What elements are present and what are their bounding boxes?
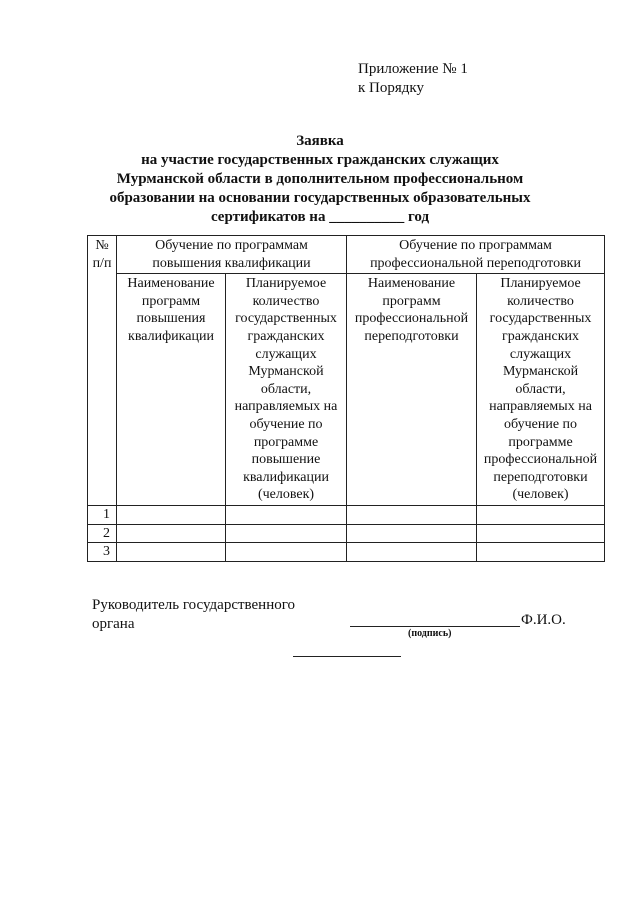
table-row (88, 543, 605, 562)
table-cell (477, 543, 605, 562)
title-line-4: образовании на основании государственных образовательных (109, 190, 531, 206)
signer-title-line-2: органа (92, 616, 135, 632)
row-number: 1 (88, 505, 117, 524)
header-group-qualification: Обучение по программам повышения квалификации (117, 236, 347, 274)
table-group-header-row (88, 236, 605, 274)
title-line-2: на участие государственных гражданских служащих (141, 152, 499, 168)
date-line (293, 656, 401, 657)
header-retraining-count: Планируемое количество государственных гражданских служащих Мурманской области, направляемых на обучение по программе профессиональной переподготовки (человек) (477, 274, 605, 506)
title-heading: Заявка (296, 133, 344, 149)
header-qualification-programs: Наименование программ повышения квалификации (117, 274, 226, 506)
table-cell (226, 505, 347, 524)
table-column-header-row (88, 274, 605, 506)
table-cell (117, 505, 226, 524)
table-cell (347, 524, 477, 543)
table-cell (477, 524, 605, 543)
title-line-5: сертификатов на __________ год (210, 209, 430, 225)
signature-caption: (подпись) (408, 628, 452, 639)
document-title (80, 132, 560, 227)
header-qualification-count: Планируемое количество государственных гражданских служащих Мурманской области, направляемых на обучение по программе повышение квалификации (человек) (226, 274, 347, 506)
appendix-reference (358, 60, 468, 98)
signature-line (350, 626, 520, 627)
row-number: 2 (88, 524, 117, 543)
signer-full-name-label: Ф.И.О. (521, 612, 566, 628)
application-table (87, 235, 605, 562)
table-row (88, 505, 605, 524)
table-cell (117, 524, 226, 543)
appendix-order-ref: к Порядку (358, 80, 424, 96)
table-cell (117, 543, 226, 562)
table-cell (347, 543, 477, 562)
signer-title (92, 596, 295, 634)
table-cell (477, 505, 605, 524)
table-row (88, 524, 605, 543)
appendix-number: Приложение № 1 (358, 61, 468, 77)
signer-title-line-1: Руководитель государственного (92, 597, 296, 613)
table-cell (347, 505, 477, 524)
row-number: 3 (88, 543, 117, 562)
header-retraining-programs: Наименование программ профессиональной переподготовки (347, 274, 477, 506)
table-cell (226, 543, 347, 562)
header-group-retraining: Обучение по программам профессиональной переподготовки (347, 236, 605, 274)
title-line-3: Мурманской области в дополнительном профессиональном (116, 171, 524, 187)
header-row-number: № п/п (88, 236, 117, 506)
table-cell (226, 524, 347, 543)
